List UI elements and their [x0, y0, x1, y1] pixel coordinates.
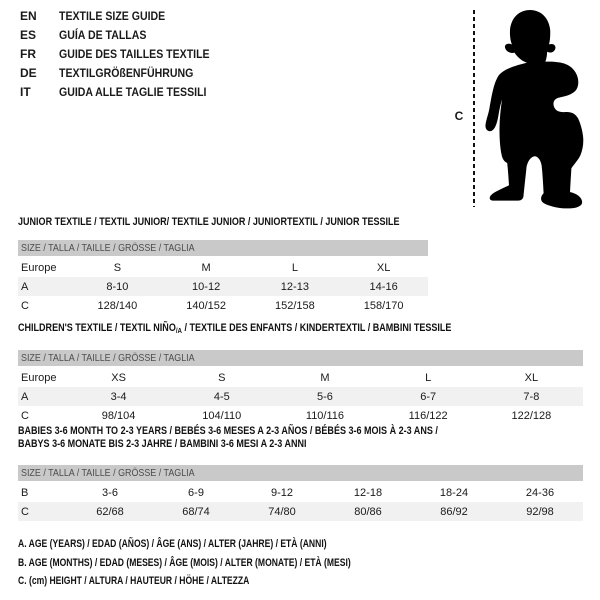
table-cell: XL: [376, 261, 391, 274]
table-cell: 62/68: [96, 505, 124, 518]
size-header-bar: [18, 240, 428, 256]
table-row: [18, 368, 583, 387]
table-cell: XL: [524, 371, 539, 384]
size-header-label: SIZE / TALLA / TAILLE / GRÖSSE / TAGLIA: [21, 352, 195, 364]
table-cell: 4-5: [213, 390, 230, 403]
table-cell: 110/116: [305, 409, 345, 422]
table-row: [18, 483, 583, 502]
table-cell: 152/158: [274, 299, 315, 312]
row-label: Europe: [21, 261, 57, 274]
table-cell: 98/104: [101, 409, 136, 422]
section-title-text: / TEXTILE DES ENFANTS / KINDERTEXTIL / BAMBINI TESSILE: [181, 322, 452, 334]
table-cell: S: [113, 261, 122, 274]
language-list: [20, 6, 230, 102]
row-label: C: [21, 299, 29, 312]
baby-silhouette: [484, 8, 588, 212]
table-cell: 122/128: [511, 409, 552, 422]
footnote-c: C. (cm) HEIGHT / ALTURA / HAUTEUR / HÖHE / ALTEZZA: [18, 575, 250, 588]
table-cell: 3-4: [110, 390, 127, 403]
list-item: [20, 6, 230, 25]
language-code: DE: [20, 66, 37, 81]
table-cell: S: [218, 371, 226, 384]
section-title-babies: [18, 425, 438, 451]
section-title-children: [18, 322, 451, 334]
table-row: [18, 502, 583, 521]
language-code: EN: [20, 8, 37, 23]
table-row: [18, 296, 428, 315]
list-item: [20, 83, 230, 102]
language-code: IT: [20, 85, 31, 100]
table-cell: 12-18: [353, 486, 383, 499]
language-label: GUIDA ALLE TAGLIE TESSILI: [59, 85, 207, 100]
row-label: B: [21, 486, 29, 499]
table-cell: L: [291, 261, 298, 274]
table-cell: 8-10: [106, 280, 129, 293]
height-measure-label: C: [454, 109, 464, 123]
row-label: A: [21, 390, 29, 403]
list-item: [20, 64, 230, 83]
row-label: Europe: [21, 371, 57, 384]
table-cell: L: [425, 371, 432, 384]
footnotes: [18, 535, 445, 591]
table-cell: M: [320, 371, 330, 384]
table-cell: 92/98: [526, 505, 554, 518]
table-cell: 86/92: [440, 505, 468, 518]
table-cell: 158/170: [363, 299, 404, 312]
table-cell: 7-8: [523, 390, 540, 403]
list-item: [20, 25, 230, 44]
children-size-table: [18, 350, 583, 425]
table-cell: 18-24: [439, 486, 469, 499]
section-title-junior: JUNIOR TEXTILE / TEXTIL JUNIOR/ TEXTILE JUNIOR / JUNIORTEXTIL / JUNIOR TESSILE: [18, 216, 400, 228]
language-label: TEXTILGRÖßENFÜHRUNG: [59, 66, 194, 81]
height-measure-dashed-line: [473, 10, 475, 207]
list-item: [20, 44, 230, 63]
table-cell: M: [201, 261, 211, 274]
size-header-label: SIZE / TALLA / TAILLE / GRÖSSE / TAGLIA: [21, 242, 195, 254]
table-cell: 6-7: [420, 390, 437, 403]
section-title-subscript: /A: [175, 325, 182, 335]
table-cell: 24-36: [525, 486, 555, 499]
table-cell: 5-6: [317, 390, 333, 403]
junior-size-table: [18, 240, 428, 315]
language-code: ES: [20, 27, 37, 42]
language-label: GUÍA DE TALLAS: [59, 27, 147, 42]
table-cell: 6-9: [188, 486, 204, 499]
table-cell: 74/80: [268, 505, 296, 518]
size-header-label: SIZE / TALLA / TAILLE / GRÖSSE / TAGLIA: [21, 467, 195, 479]
row-label: C: [21, 505, 29, 518]
table-cell: 10-12: [192, 280, 221, 293]
table-cell: 14-16: [369, 280, 398, 293]
footnote-b: B. AGE (MONTHS) / EDAD (MESES) / ÂGE (MOIS) / ALTER (MONATE) / ETÀ (MESI): [18, 556, 351, 569]
table-cell: XS: [111, 371, 126, 384]
footnote-a: A. AGE (YEARS) / EDAD (AÑOS) / ÂGE (ANS) / ALTER (JAHRE) / ETÀ (ANNI): [18, 538, 327, 550]
table-cell: 80/86: [354, 505, 382, 518]
table-cell: 104/110: [202, 409, 242, 422]
table-row: [18, 277, 428, 296]
babies-size-table: [18, 465, 583, 521]
language-code: FR: [20, 46, 36, 61]
table-cell: 3-6: [102, 486, 118, 499]
size-header-bar: [18, 350, 583, 366]
section-title-line: BABIES 3-6 MONTH TO 2-3 YEARS / BEBÉS 3-6 MESES A 2-3 AÑOS / BÉBÉS 3-6 MOIS À 2-3 ANS /: [18, 425, 438, 437]
table-row: [18, 258, 428, 277]
table-cell: 9-12: [270, 486, 294, 499]
section-title-line: BABYS 3-6 MONATE BIS 2-3 JAHRE / BAMBINI 3-6 MESI A 2-3 ANNI: [18, 438, 307, 450]
table-row: [18, 406, 583, 425]
table-cell: 12-13: [280, 280, 309, 293]
table-cell: 68/74: [182, 505, 210, 518]
table-cell: 128/140: [97, 299, 138, 312]
table-cell: 116/122: [408, 409, 448, 422]
table-cell: 140/152: [186, 299, 226, 312]
table-row: [18, 387, 583, 406]
size-header-bar: [18, 465, 583, 481]
language-label: TEXTILE SIZE GUIDE: [59, 8, 166, 23]
row-label: C: [21, 409, 29, 422]
row-label: A: [21, 280, 29, 293]
language-label: GUIDE DES TAILLES TEXTILE: [59, 46, 210, 61]
section-title-text: CHILDREN'S TEXTILE / TEXTIL NIÑO: [18, 322, 176, 334]
